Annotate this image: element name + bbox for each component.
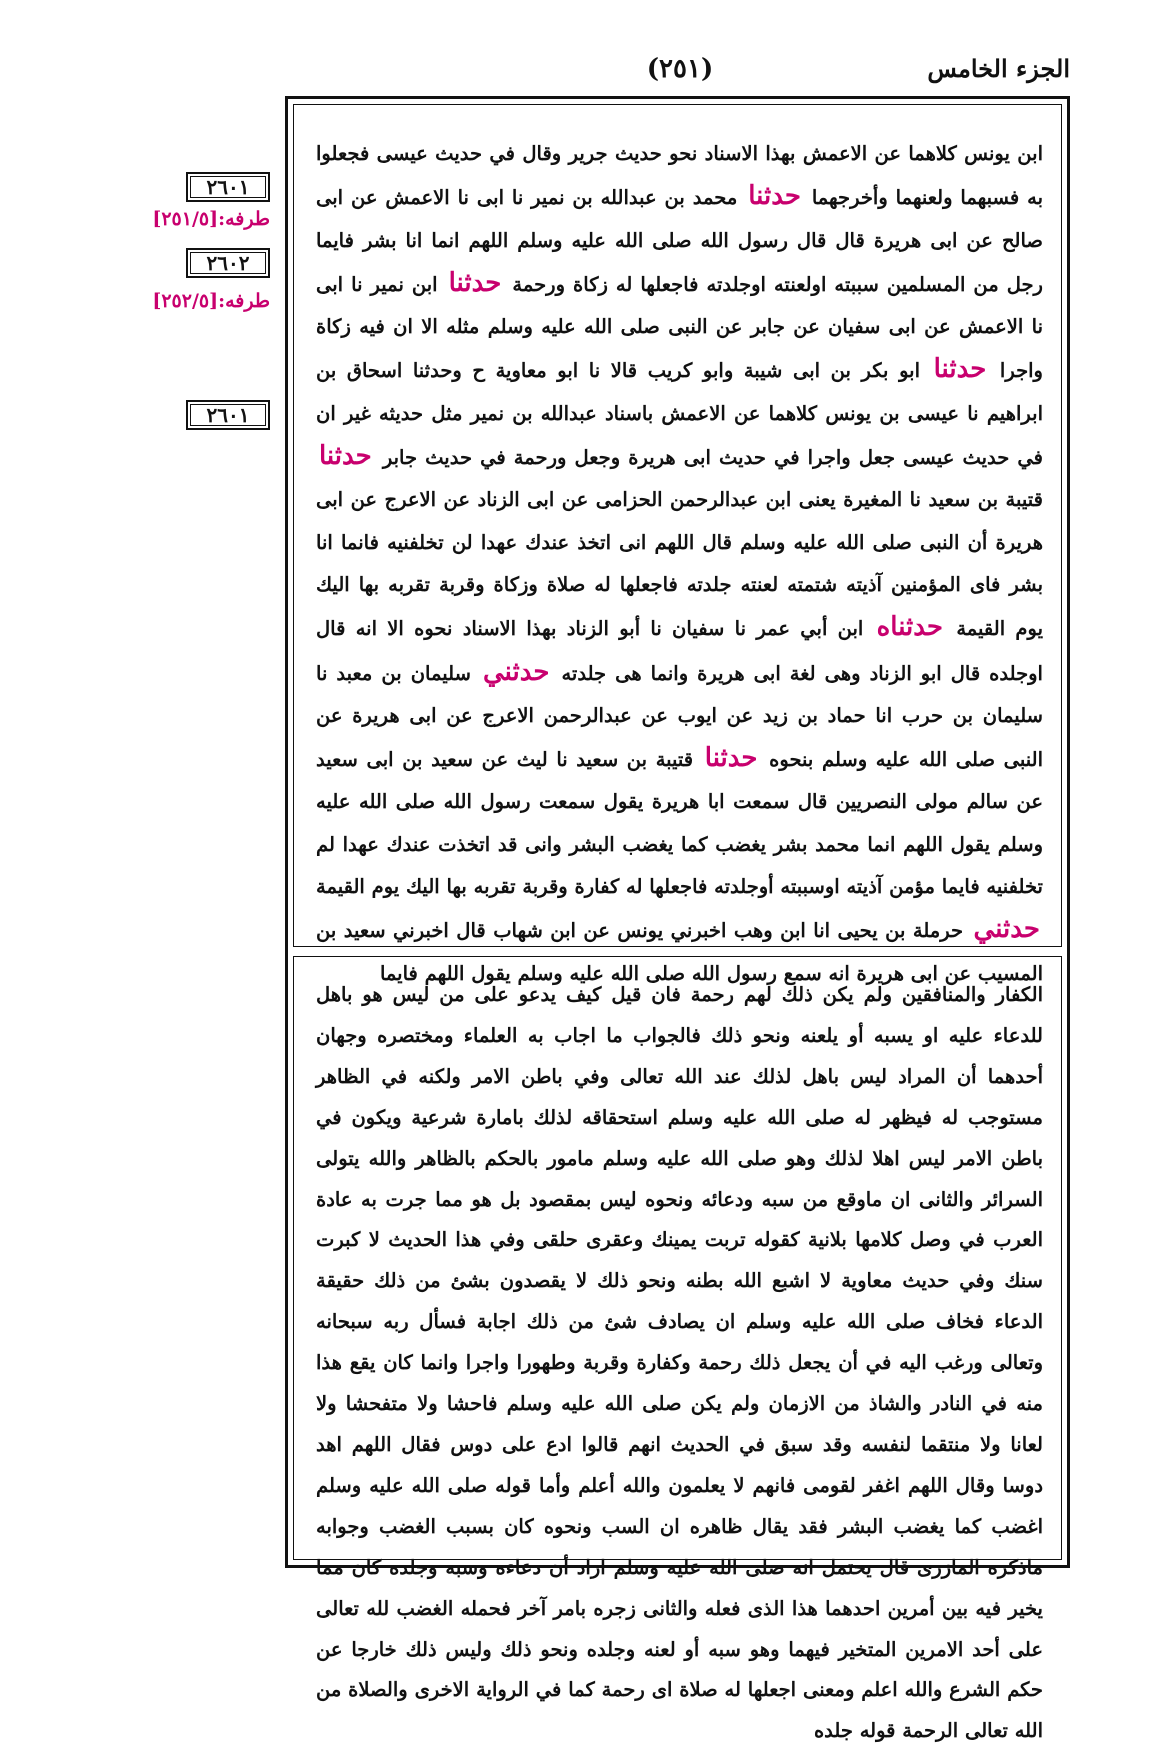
narration-marker: حدثناه — [876, 612, 944, 643]
narration-marker: حدثنا — [933, 354, 987, 385]
text-segment: قتيبة بن سعيد نا المغيرة يعنى ابن عبدالرحمن الحزامى عن ابى الزناد عن الاعرج عن ابى هريرة أن النبى صلى الله عليه وسلم قال اللهم انى اتخذ عندك عهدا لن تخلفنيه فانما انا بشر فاى المؤمنين آذيته شتمته لعنته جلدته فاجعلها له صلاة وزكاة وقربة تقربه بها اليك يوم القيمة — [316, 488, 1044, 641]
narration-marker: حدثنا — [704, 743, 758, 774]
hadith-number-box: ٢٦٠١ — [186, 400, 270, 430]
text-segment: ابن نمير نا ابى نا الاعمش عن ابى سفيان عن جابر عن النبى صلى الله عليه وسلم مثله الا ان فيه زكاة واجرا — [316, 272, 1043, 383]
text-segment: محمد بن عبدالله بن نمير نا ابى نا الاعمش عن ابى صالح عن ابى هريرة قال قال رسول الله صلى الله عليه وسلم اللهم انما انا بشر فايما رجل من المسلمين سببته اولعنته اوجلدته فاجعلها له زكاة ورحمة — [316, 186, 1043, 296]
narration-marker: حدثنا — [448, 267, 502, 298]
narration-marker: حدثنا — [319, 441, 372, 472]
narration-marker: حدثني — [973, 914, 1041, 945]
part-title: الجزء الخامس — [927, 54, 1070, 83]
page-number: (٢٥١) — [646, 54, 714, 84]
text-segment: ابن أبي عمر نا سفيان نا أبو الزناد بهذا الاسناد نحوه الا انه قال اوجلده قال ابو الزناد وهى لغة ابى هريرة وانما هى جلدته — [316, 617, 1043, 685]
text-segment: قتيبة بن سعيد نا ليث عن سعيد بن ابى سعيد عن سالم مولى النصريين قال سمعت ابا هريرة يقول سمعت رسول الله صلى الله عليه وسلم يقول اللهم انما محمد بشر يغضب كما يغضب البشر وانى قد اتخذت عندك عهدا لم تخلفنيه فايما مؤمن آذيته اوسببته أوجلدته فاجعلها له كفارة وقربة تقربه بها اليك يوم القيمة — [316, 748, 1043, 899]
narration-marker: حدثني — [482, 656, 550, 687]
page-frame — [285, 96, 1070, 1743]
hadith-number-box: ٢٦٠١ — [186, 172, 270, 202]
commentary-panel — [293, 956, 1062, 1743]
hadith-number-box: ٢٦٠٢ — [186, 248, 270, 278]
commentary-text: الكفار والمنافقين ولم يكن ذلك لهم رحمة فان قيل كيف يدعو على من ليس هو باهل للدعاء عليه او يسبه أو يلعنه ونحو ذلك فالجواب ما اجاب به العلماء ومختصره وجهان أحدهما أن المراد ليس باهل لذلك عند الله تعالى وفي باطن الامر ولكنه في الظاهر مستوجب له فيظهر له صلى الله عليه وسلم استحقاقه لذلك بامارة شرعية ويكون في باطن الامر ليس اهلا لذلك وهو صلى الله عليه وسلم مامور بالحكم بالظاهر والله يتولى السرائر والثانى ان ماوقع من سبه ودعائه ونحوه ليس بمقصود بل هو مما جرت به عادة العرب في وصل كلامها بلانية كقوله تربت يمينك وعقرى حلقى وفي هذا الحديث لا كبرت سنك وفي حديث معاوية لا اشبع الله بطنه ونحو ذلك لا يقصدون بشئ من ذلك حقيقة الدعاء فخاف صلى الله عليه وسلم ان يصادف شئ من ذلك اجابة فسأل ربه سبحانه وتعالى ورغب اليه في أن يجعل ذلك رحمة وكفارة وقربة وطهورا واجرا وانما كان يقع هذا منه في النادر والشاذ من الازمان ولم يكن صلى الله عليه وسلم فاحشا ولا متفحشا ولا لعانا ولا منتقما لنفسه وقد سبق في الحديث انهم قالوا ادع على دوس فقال اللهم اهد دوسا وقال اللهم اغفر لقومى فانهم لا يعلمون والله أعلم وأما قوله صلى الله عليه وسلم اغضب كما يغضب البشر فقد يقال ظاهره ان السب ونحوه كان بسبب الغضب وجوابه ماذكره المازرى قال يحتمل انه صلى الله عليه وسلم اراد أن دعاءه وسبه وجلده كان مما يخير فيه بين أمرين احدهما هذا الذى فعله والثانى زجره بامر آخر فحمله الغضب لله تعالى على أحد الامرين المتخير فيهما وهو سبه أو لعنه وجلده ونحو ذلك وليس ذلك خارجا عن حكم الشرع والله اعلم ومعنى اجعلها له صلاة اى رحمة كما في الرواية الاخرى والصلاة من الله تعالى الرحمة قوله جلده — [316, 983, 1043, 1743]
hadith-text — [316, 133, 1043, 995]
narration-marker: حدثنا — [748, 181, 801, 212]
text-segment: حرملة بن يحيى انا ابن وهب اخبرني يونس عن ابن شهاب قال اخبرني سعيد بن المسيب عن ابى هريرة انه سمع رسول الله صلى الله عليه وسلم يقول اللهم فايما — [316, 919, 1043, 985]
text-segment: ابو بكر بن ابى شيبة وابو كريب قالا نا ابو معاوية ح وحدثنا اسحاق بن ابراهيم نا عيسى بن يونس كلاهما عن الاعمش باسناد عبدالله بن نمير مثل حديثه غير ان في حديث عيسى جعل واجرا في حديث ابى هريرة وجعل ورحمة في حديث جابر — [316, 359, 1043, 470]
cross-reference[interactable]: طرفه:[٢٥٢/٥] — [152, 290, 270, 312]
cross-reference[interactable]: طرفه:[٢٥١/٥] — [152, 208, 270, 230]
text-segment: ابن يونس كلاهما عن الاعمش بهذا الاسناد نحو حديث جرير وقال في حديث عيسى فجعلوا به فسبهما ولعنهما وأخرجهما — [316, 142, 1044, 210]
text-segment: سليمان بن معبد نا سليمان بن حرب انا حماد بن زيد عن ايوب عن عبدالرحمن الاعرج عن ابى هريرة عن النبى صلى الله عليه وسلم بنحوه — [316, 661, 1044, 772]
page-header — [290, 52, 1070, 94]
main-text-panel — [293, 104, 1062, 985]
